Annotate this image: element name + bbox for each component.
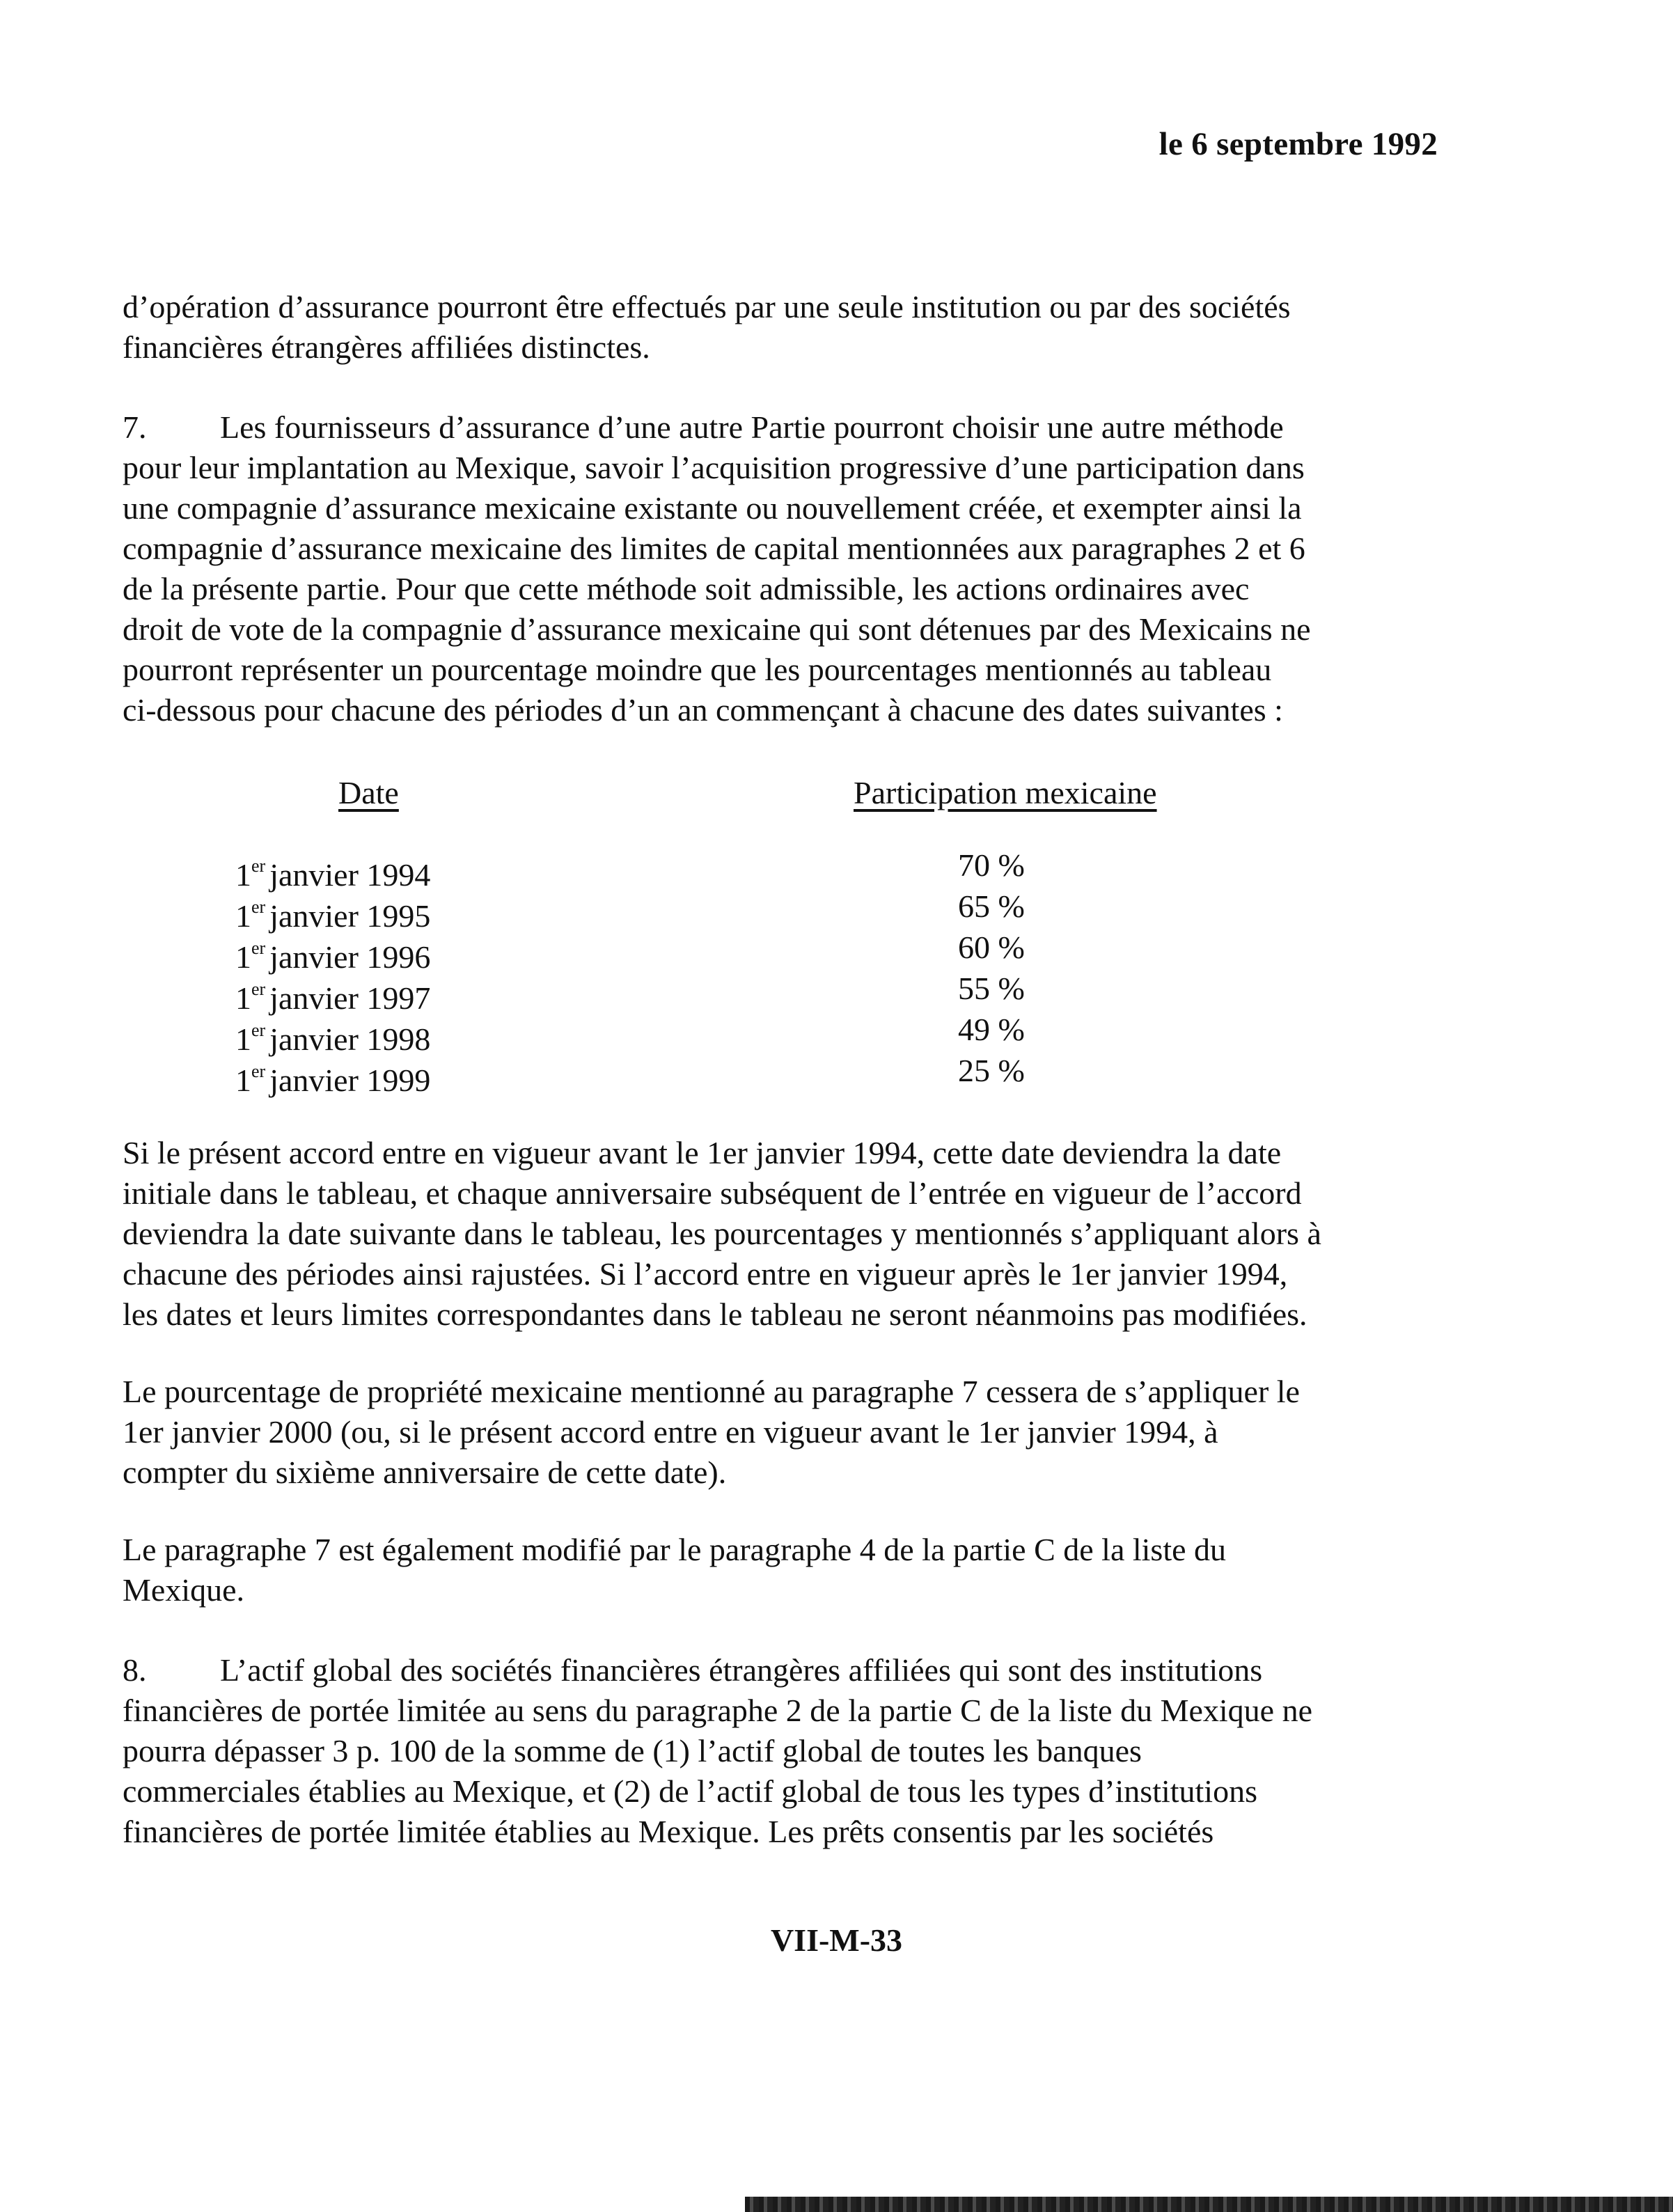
after-table-text-1: Si le présent accord entre en vigueur avant le 1er janvier 1994, cette date deviendra la date initiale dans le tableau, et chaque anniversaire subséquent de l’entrée en vigueur de l’accord deviendra la date suivante dans le tableau, les pourcentages y mentionnés s’appliquant alors à chacune des périodes ainsi rajustées. Si l’accord entre en vigueur après le 1er janvier 1994, les dates et leurs limites correspondantes dans le tableau ne seront néanmoins pas modifiées. — [123, 1135, 1321, 1332]
table-cell-date — [235, 856, 430, 893]
table-cell-participation: 55 % — [958, 971, 1025, 1006]
page-number: VII-M-33 — [770, 1922, 903, 1958]
table-cell-date — [235, 939, 430, 975]
date-day: 1 — [235, 1021, 251, 1057]
date-text: janvier 1996 — [269, 939, 431, 975]
table-header-date: Date — [338, 775, 399, 810]
date-day: 1 — [235, 898, 251, 934]
date-day: 1 — [235, 857, 251, 893]
after-table-paragraph-1 — [123, 1133, 1445, 1335]
scan-edge-artifact — [745, 2197, 1673, 2212]
date-text: janvier 1998 — [269, 1021, 431, 1057]
date-ordinal: er — [251, 938, 266, 958]
table-cell-participation: 65 % — [958, 888, 1025, 924]
date-ordinal: er — [251, 1020, 266, 1040]
table-row — [0, 1053, 1673, 1103]
date-text: janvier 1999 — [269, 1062, 431, 1098]
table-cell-date — [235, 1062, 430, 1099]
table-cell-date — [235, 1021, 430, 1058]
table-cell-participation: 60 % — [958, 929, 1025, 965]
after-table-paragraph-3 — [123, 1530, 1445, 1610]
date-day: 1 — [235, 939, 251, 975]
table-cell-date — [235, 980, 430, 1017]
table-row — [0, 929, 1673, 980]
table-row — [0, 971, 1673, 1021]
date-text: janvier 1995 — [269, 898, 431, 934]
paragraph-8-body — [123, 1650, 1445, 1852]
table-row — [0, 847, 1673, 897]
table-row — [0, 1012, 1673, 1062]
table-cell-participation: 49 % — [958, 1012, 1025, 1047]
date-day: 1 — [235, 1062, 251, 1098]
paragraph-8 — [123, 1650, 1445, 1852]
paragraph-7-number: 7. — [123, 409, 147, 445]
after-table-text-2: Le pourcentage de propriété mexicaine mentionné au paragraphe 7 cessera de s’appliquer le 1er janvier 2000 (ou, si le présent accord entre en vigueur avant le 1er janvier 1994, à compter du sixième anniversaire de cette date). — [123, 1374, 1300, 1490]
paragraph-8-text: L’actif global des sociétés financières étrangères affiliées qui sont des institutions financières de portée limitée au sens du paragraphe 2 de la partie C de la liste du Mexique ne pourra dépasser 3 p. 100 de la somme de (1) l’actif global de toutes les banques commerciales établies au Mexique, et (2) de l’actif global de tous les types d’institutions financières de portée limitée établies au Mexique. Les prêts consentis par les sociétés — [123, 1652, 1313, 1849]
table-row — [0, 888, 1673, 939]
table-header-participation: Participation mexicaine — [854, 775, 1157, 810]
date-text: janvier 1994 — [269, 857, 431, 893]
continuation-text: d’opération d’assurance pourront être effectués par une seule institution ou par des sociétés financières étrangères affiliées distinctes. — [123, 289, 1291, 365]
header-date: le 6 septembre 1992 — [1158, 126, 1438, 162]
date-ordinal: er — [251, 979, 266, 999]
after-table-paragraph-2 — [123, 1372, 1445, 1493]
paragraph-8-number: 8. — [123, 1652, 147, 1688]
table-cell-date — [235, 897, 430, 934]
date-day: 1 — [235, 980, 251, 1016]
date-ordinal: er — [251, 856, 266, 876]
paragraph-7-text: Les fournisseurs d’assurance d’une autre Partie pourront choisir une autre méthode pour leur implantation au Mexique, savoir l’acquisition progressive d’une participation dans une compagnie d’assurance mexicaine existante ou nouvellement créée, et exempter ainsi la compagnie d’assurance mexicaine des limites de capital mentionnées aux paragraphes 2 et 6 de la présente partie. Pour que cette méthode soit admissible, les actions ordinaires avec droit de vote de la compagnie d’assurance mexicaine qui sont détenues par des Mexicains ne pourront représenter un pourcentage moindre que les pourcentages mentionnés au tableau ci-dessous pour chacune des périodes d’un an commençant à chacune des dates suivantes : — [123, 409, 1311, 728]
continuation-paragraph — [123, 287, 1445, 368]
paragraph-7-body — [123, 407, 1445, 730]
date-text: janvier 1997 — [269, 980, 431, 1016]
date-ordinal: er — [251, 1061, 266, 1081]
table-cell-participation: 70 % — [958, 847, 1025, 883]
after-table-text-3: Le paragraphe 7 est également modifié par le paragraphe 4 de la partie C de la liste du Mexique. — [123, 1532, 1227, 1608]
date-ordinal: er — [251, 897, 266, 917]
table-cell-participation: 25 % — [958, 1053, 1025, 1088]
paragraph-7 — [123, 407, 1445, 730]
participation-table — [0, 847, 1673, 1103]
